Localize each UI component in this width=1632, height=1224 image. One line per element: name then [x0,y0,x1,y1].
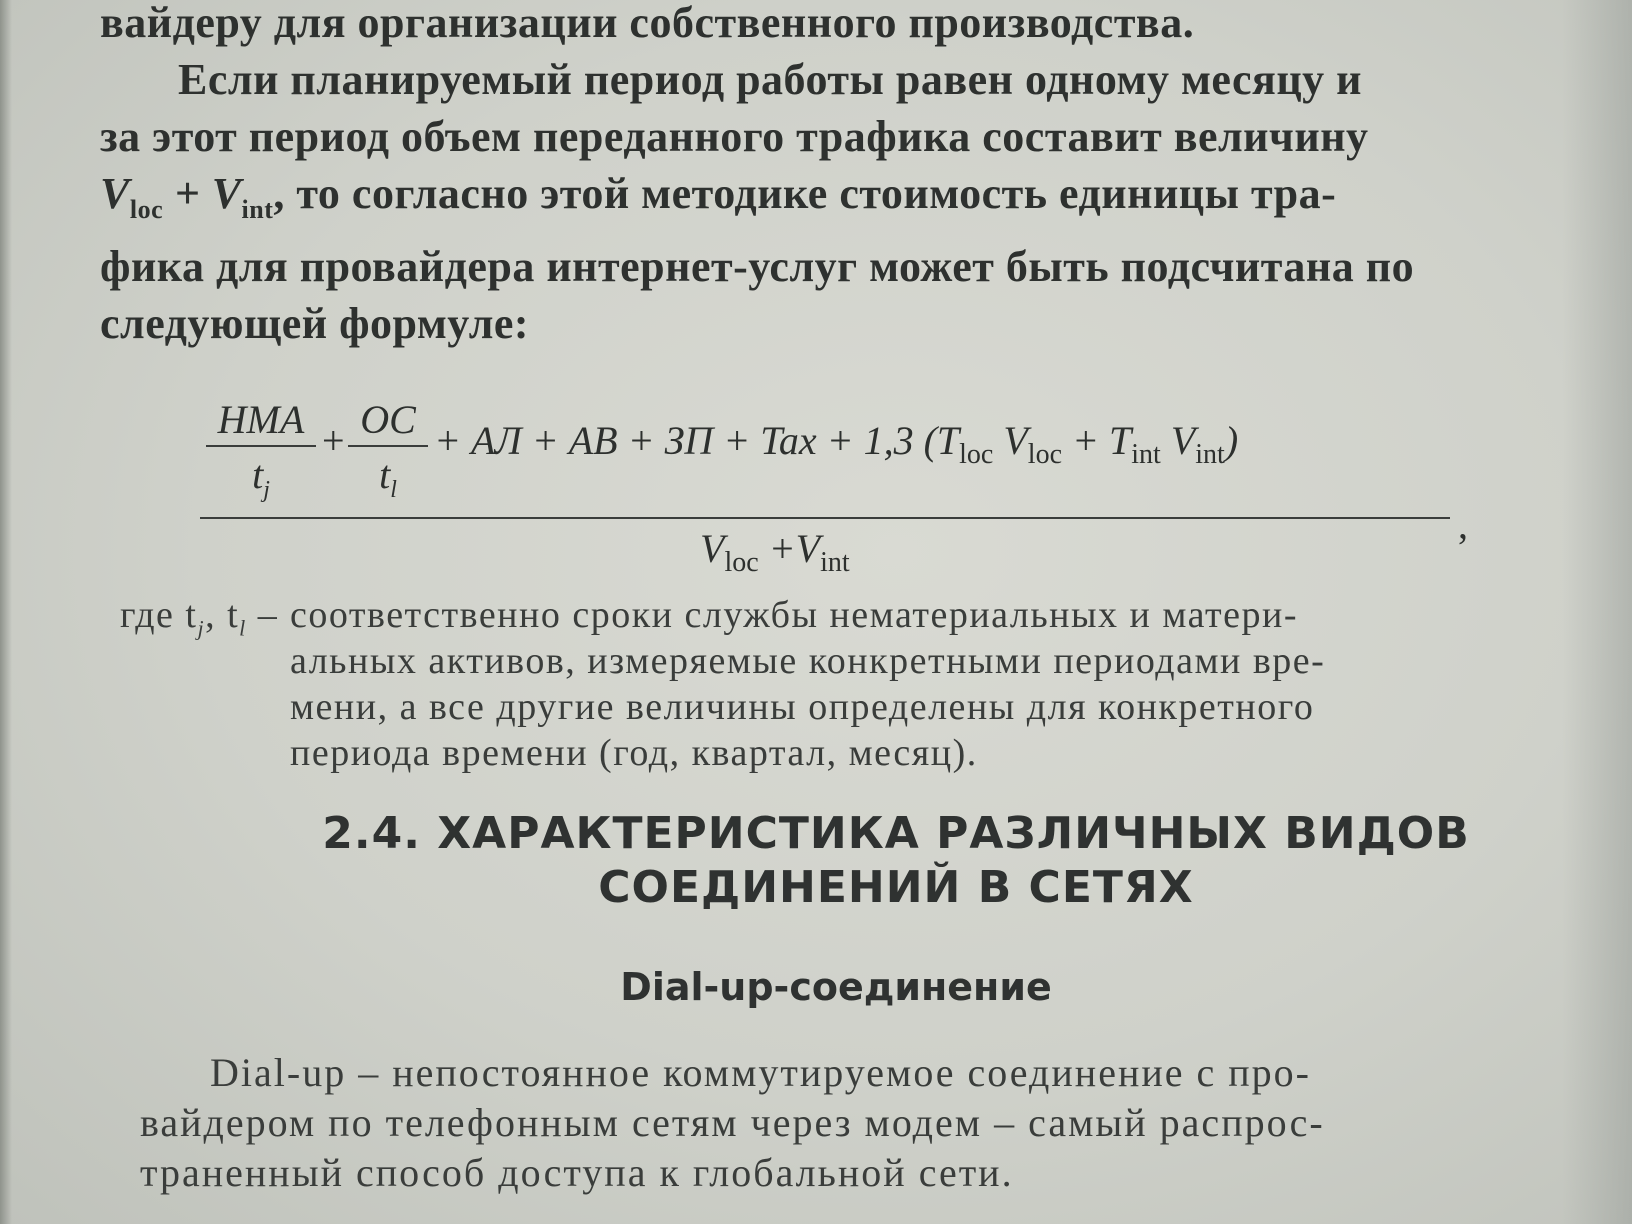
numerator-hma: НМА [206,395,316,447]
var-sub: loc [129,194,164,224]
var-sub: j [197,615,206,641]
var-sub: int [820,547,850,578]
var-sub: l [390,477,397,503]
var-t: t [252,452,264,497]
text-line: траненный способ доступа к глобальной сети. [140,1150,1014,1195]
var-sub: loc [959,439,994,470]
formula-text: + АЛ + АВ + ЗП + Tax + 1,3 (T [434,418,960,463]
var-v: + V [163,169,242,218]
legend-label [120,592,278,652]
legend-text: , t [205,594,240,636]
legend-text: где t [120,594,198,636]
legend-line: альных активов, измеряемые конкретными периодами вре- [290,640,1326,682]
paragraph-intro [100,0,1580,352]
var-sub: loc [1027,439,1063,470]
var-sub: l [239,615,247,641]
paragraph-dialup [140,1048,1480,1198]
text-line: вайдеру для организации собственного производства. [100,0,1195,47]
fraction-oc [348,395,428,518]
formula-text: + T [1062,418,1132,463]
formula-comma: , [1458,502,1468,547]
var-sub: loc [724,547,759,578]
var-v: +V [758,526,821,571]
formula-terms [434,417,1238,471]
var-sub: j [263,477,270,503]
formula-text: ) [1224,418,1239,463]
var-sub: int [241,194,274,224]
subsection-heading: Dial-up-соединение [620,965,1052,1009]
formula-denominator [700,525,850,579]
text-line [100,165,1580,238]
var-t: t [379,452,391,497]
var-v: V [100,169,130,218]
legend-line: мени, а все другие величины определены для конкретного [290,686,1315,728]
legend-dash: – [246,594,279,636]
text-line: за этот период объем переданного трафика составит величину [100,112,1369,161]
section-heading-line-2: СОЕДИНЕНИЙ В СЕТЯХ [598,862,1194,913]
var-sub: int [1195,439,1225,470]
text-fragment: , то согласно этой методике стоимость единицы тра- [273,169,1337,218]
fraction-bar [200,517,1450,519]
text-line: следующей формуле: [100,298,530,348]
denominator-tj [206,447,316,518]
legend-body [290,592,1540,776]
section-heading-line-1: 2.4. ХАРАКТЕРИСТИКА РАЗЛИЧНЫХ ВИДОВ [322,808,1470,859]
legend-line: периода времени (год, квартал, месяц). [290,732,978,774]
var-v: V [1160,418,1196,463]
numerator-oc: ОС [348,395,428,447]
var-v: V [993,418,1028,463]
legend-line: соответственно сроки службы нематериальных и матери- [290,594,1298,636]
plus-sign: + [322,418,345,463]
text-line: фика для провайдера интернет-услуг может быть подсчитана по [100,241,1415,291]
denominator-tl [348,447,428,518]
fraction-hma [206,395,316,518]
var-v: V [700,526,725,571]
text-line: Если планируемый период работы равен одному месяцу и [178,55,1363,104]
page-edge-shadow [0,0,12,1224]
text-line: Dial-up – непостоянное коммутируемое соединение с про- [210,1050,1311,1095]
var-sub: int [1131,439,1161,470]
cost-formula [200,395,1468,595]
text-line: вайдером по телефонным сетям через модем – самый распрос- [140,1100,1325,1145]
